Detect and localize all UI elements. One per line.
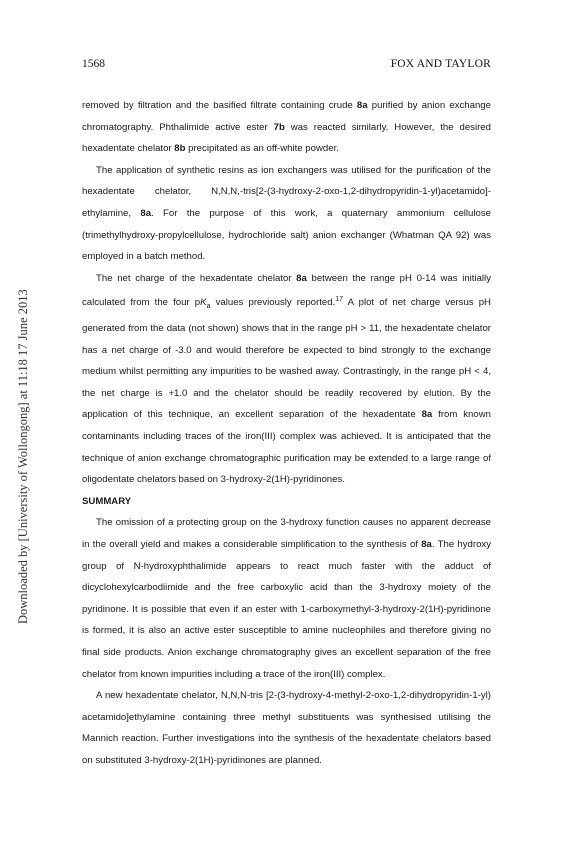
- compound-label: 8a: [421, 409, 433, 421]
- compound-label: 8a: [296, 272, 307, 284]
- compound-label: 8a: [356, 100, 368, 111]
- paragraph-5: A new hexadentate chelator, N,N,N-tris [2-(3-hydroxy-4-methyl-2-oxo-1,2-dihydropyridin-1-yl) acetamido]ethylamine containing three methyl substituents was synthesised utilising the Mannich reaction. Further investigations into the synthesis of the hexadentate chelators based on substituted 3-hydroxy-2(1H)-pyridinones are planned.: [82, 690, 491, 766]
- compound-label: 8a: [421, 538, 432, 550]
- section-heading-summary: SUMMARY: [82, 495, 132, 507]
- paragraph-2: The application of synthetic resins as ion exchangers was utilised for the purification of the hexadentate chelator, N,N,N,-tris[2-(3-hydroxy-2-oxo-1,2-dihydropyridin-1-yl)acetamido]-ethylamine, 8a. For the purpose of this work, a quaternary ammonium cellulose (trimethylhydroxy-propylcellulose, hydrochloride salt) anion exchanger (Whatman QA 92) was employed in a batch method.: [82, 164, 491, 263]
- download-watermark: Downloaded by [University of Wollongong] at 11:18 17 June 2013: [16, 289, 30, 624]
- paragraph-3: The net charge of the hexadentate chelator 8a between the range pH 0-14 was initially calculated from the four $pK_a$ values previously reported.$^{17}$ A plot of net charge versus pH generated from the data (not shown) shows that in the range pH > 11, the hexadentate chelator has a net charge of -3.0 and would therefore be expected to bind strongly to the exchange medium whilst permitting any impurities to be washed away. Contrastingly, in the range pH < 4, the net charge is +1.0 and the chelator should be readily recovered by elution. By the application of this technique, an excellent separation of the hexadentate 8a from known contaminants including traces of the iron(III) complex was achieved. It is anticipated that the technique of anion exchange chromatographic purification may be extended to a large range of oligodentate chelators based on 3-hydroxy-2(1H)-pyridinones.: [82, 272, 491, 486]
- paragraph-4: The omission of a protecting group on the 3-hydroxy function causes no apparent decrease in the overall yield and makes a considerable simplification to the synthesis of 8a. The hydroxy group of N-hydroxyphthalimide appears to react much faster with the adduct of dicyclohexylcarbodiimide and the free carboxylic acid than the 3-hydroxy moiety of the pyridinone. It is possible that even if an ester with 1-carboxymethyl-3-hydroxy-2(1H)-pyridinone is formed, it is also an active ester susceptible to amine nucleophiles and therefore giving no final side products. Anion exchange chromatography gives an excellent separation of the free chelator from known impurities including a trace of the iron(III) complex.: [82, 517, 491, 680]
- paragraph-1: removed by filtration and the basified filtrate containing crude 8a purified by anion exchange chromatography. Phthalimide active ester 7b was reacted similarly. However, the desired hexadentate chelator 8b precipitated as an off-white powder.: [82, 100, 491, 155]
- compound-label: 8a: [140, 207, 152, 219]
- citation-ref: 17: [335, 296, 344, 304]
- running-head: FOX AND TAYLOR: [390, 58, 491, 70]
- compound-label: 8b: [174, 143, 186, 155]
- compound-label: 7b: [273, 121, 285, 133]
- page-number: 1568: [82, 58, 105, 70]
- article-body: [82, 95, 491, 772]
